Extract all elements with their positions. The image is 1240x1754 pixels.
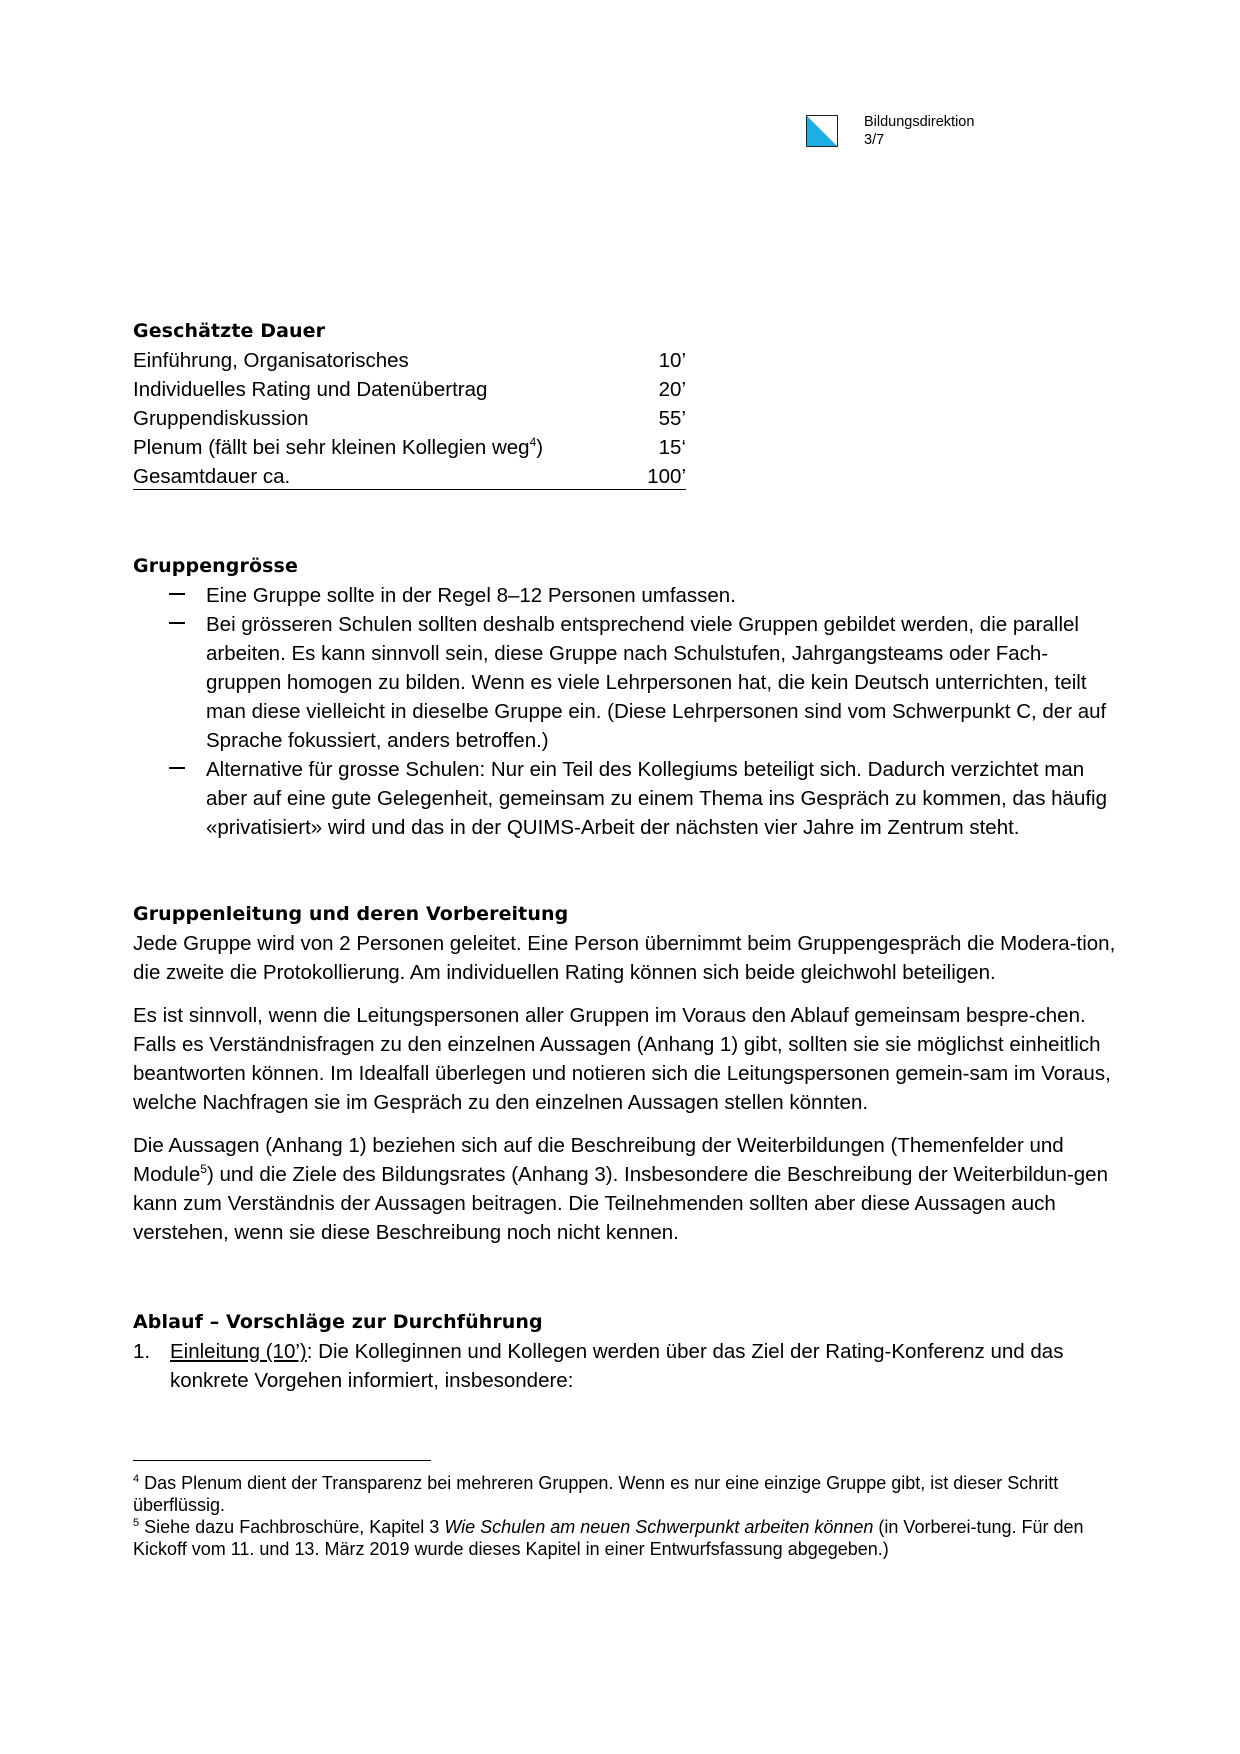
duration-total-value: 100’	[647, 465, 686, 488]
chapter-title: Wie Schulen am neuen Schwerpunkt arbeiten können	[444, 1517, 874, 1537]
footnote-ref-4[interactable]: 4	[529, 435, 537, 449]
duration-value: 55’	[658, 407, 686, 430]
duration-table	[133, 346, 1123, 490]
main-content	[133, 317, 1123, 1395]
paragraph: Die Aussagen (Anhang 1) beziehen sich auf die Beschreibung der Weiterbildungen (Themenfelder und Module$^5$) und die Ziele des Bildungsrates (Anhang 3). Insbesondere die Beschreibung der Weiterbildun-gen kann zum Verständnis der Aussagen beitragen. Die Teilnehmenden sollten aber diese Aussagen auch verstehen, wenn sie diese Beschreibung noch nicht kennen.	[133, 1134, 1108, 1244]
page-number: 3/7	[864, 132, 885, 148]
duration-label: Einführung, Organisatorisches	[133, 349, 409, 372]
duration-value: 15‘	[658, 436, 686, 459]
group-size-heading: Gruppengrösse	[133, 555, 298, 577]
duration-total-label: Gesamtdauer ca.	[133, 465, 291, 488]
footnote-ref-5[interactable]: 5	[200, 1162, 207, 1176]
group-leadership-section	[133, 900, 1123, 1247]
footnote-4: $^4$ Das Plenum dient der Transparenz bei mehreren Gruppen. Wenn es nur eine einzige Gruppe gibt, ist dieser Schritt überflüssig.	[133, 1473, 1059, 1515]
procedure-list	[133, 1337, 1123, 1395]
paragraph: Es ist sinnvoll, wenn die Leitungspersonen aller Gruppen im Voraus den Ablauf gemeinsam bespre-chen. Falls es Verständnisfragen zu den einzelnen Aussagen (Anhang 1) gibt, sollten sie sie möglichst einheitlich beantworten können. Im Idealfall überlegen und notieren sich die Leitungspersonen gemein-sam im Voraus, welche Nachfragen sie im Gespräch zu den einzelnen Aussagen stellen könnten.	[133, 1004, 1111, 1114]
footnotes	[133, 1472, 1133, 1560]
paragraph: Jede Gruppe wird von 2 Personen geleitet. Eine Person übernimmt beim Gruppengespräch die Modera-tion, die zweite die Protokollierung. Am individuellen Rating können sich beide gleichwohl beteiligen.	[133, 932, 1116, 984]
duration-section	[133, 317, 1123, 490]
list-item: Alternative für grosse Schulen: Nur ein Teil des Kollegiums beteiligt sich. Dadurch verzichtet man aber auf eine gute Gelegenheit, gemeinsam zu einem Thema ins Gespräch zu kommen, das häufig «privatisiert» wird und das in der QUIMS-Arbeit der nächsten vier Jahre im Zentrum steht.	[206, 758, 1107, 839]
group-size-list	[133, 581, 1123, 842]
duration-row	[133, 433, 686, 462]
step-title: Einleitung (10’)	[170, 1340, 307, 1363]
footnote-separator	[133, 1460, 431, 1461]
duration-heading: Geschätzte Dauer	[133, 320, 326, 342]
group-leadership-heading: Gruppenleitung und deren Vorbereitung	[133, 903, 569, 925]
header-text	[864, 113, 974, 149]
duration-value: 10’	[658, 349, 686, 372]
list-item: Bei grösseren Schulen sollten deshalb entsprechend viele Gruppen gebildet werden, die parallel arbeiten. Es kann sinnvoll sein, diese Gruppe nach Schulstufen, Jahrgangsteams oder Fach-gruppen homogen zu bilden. Wenn es viele Lehrpersonen hat, die kein Deutsch unterrichten, teilt man diese vielleicht in dieselbe Gruppe ein. (Diese Lehrpersonen sind vom Schwerpunkt C, der auf Sprache fokussiert, anders betroffen.)	[206, 613, 1107, 752]
duration-row	[133, 375, 686, 404]
organization-name: Bildungsdirektion	[864, 114, 975, 130]
duration-row	[133, 404, 686, 433]
duration-value: 20’	[658, 378, 686, 401]
group-size-section	[133, 552, 1123, 842]
procedure-heading: Ablauf – Vorschläge zur Durchführung	[133, 1311, 543, 1333]
duration-total-row	[133, 462, 686, 490]
page-header	[806, 115, 974, 149]
duration-label: Individuelles Rating und Datenübertrag	[133, 378, 488, 401]
list-item: 1. Einleitung (10’): Die Kolleginnen und Kollegen werden über das Ziel der Rating-Konferenz und das konkrete Vorgehen informiert, insbesondere:	[133, 1337, 1123, 1395]
footnote-5: $^5$ Siehe dazu Fachbroschüre, Kapitel 3 Wie Schulen am neuen Schwerpunkt arbeiten können (in Vorberei-tung. Für den Kickoff vom 11. und 13. März 2019 wurde dieses Kapitel in einer Entwurfsfassung abgegeben.)	[133, 1517, 1084, 1559]
procedure-section	[133, 1308, 1123, 1395]
duration-row	[133, 346, 686, 375]
duration-label: Gruppendiskussion	[133, 407, 309, 430]
list-number: 1.	[133, 1340, 151, 1363]
list-item: Eine Gruppe sollte in der Regel 8–12 Personen umfassen.	[206, 584, 736, 607]
zurich-canton-flag-icon	[806, 115, 838, 147]
duration-label: Plenum (fällt bei sehr kleinen Kollegien weg$^4$)	[133, 435, 544, 459]
